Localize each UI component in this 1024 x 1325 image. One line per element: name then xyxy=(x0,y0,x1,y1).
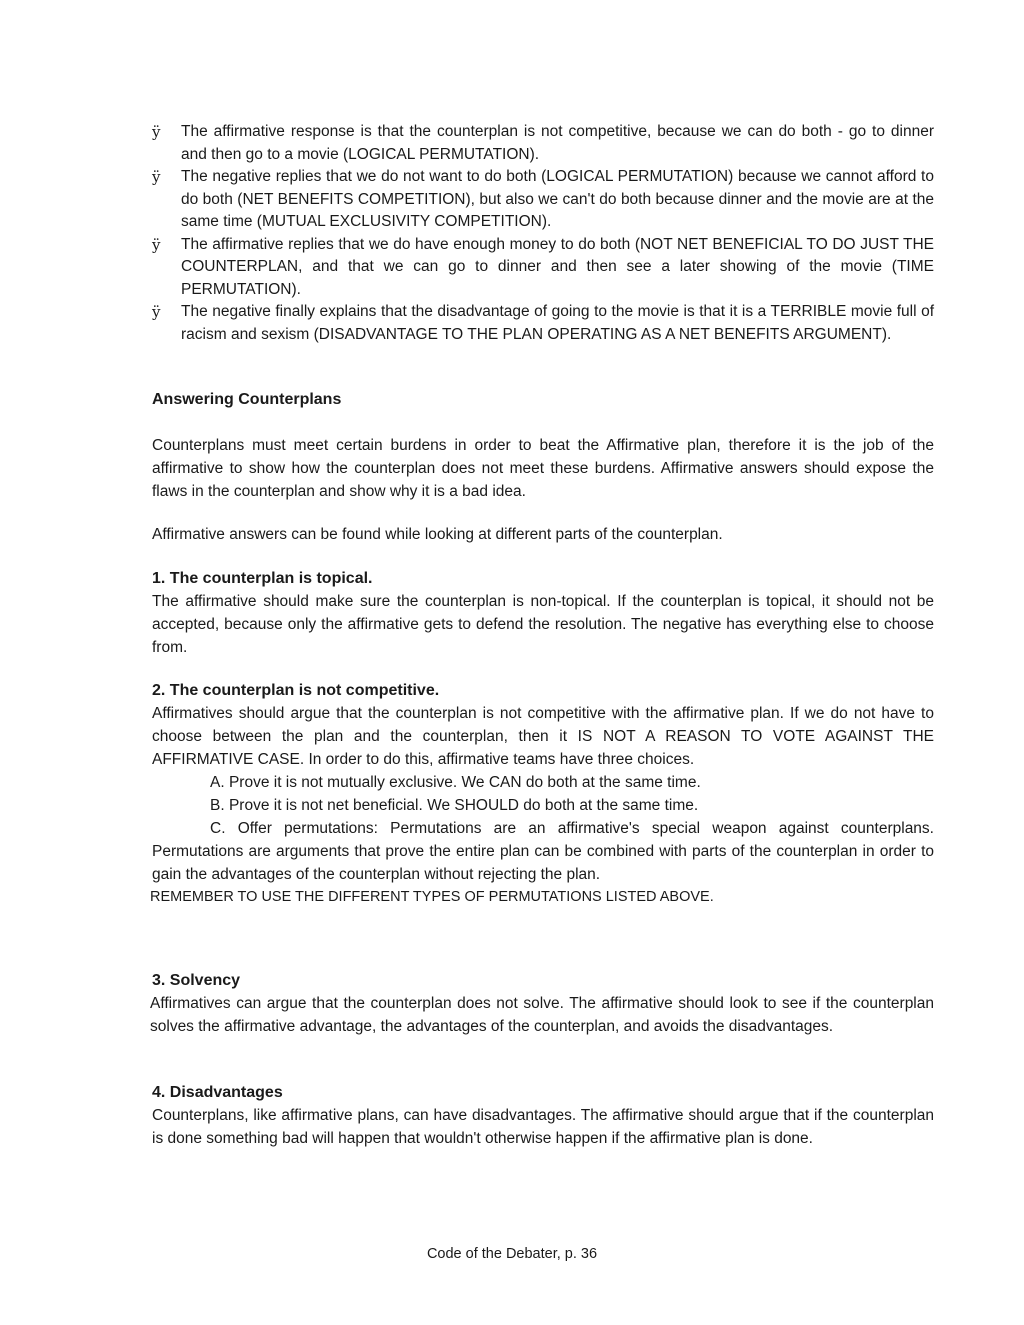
bullet-glyph: ÿ xyxy=(152,168,161,186)
list-item xyxy=(152,166,934,234)
choice-a: A. Prove it is not mutually exclusive. We CAN do both at the same time. xyxy=(210,774,701,791)
competitive-paragraph xyxy=(152,702,934,909)
example-bullet-list xyxy=(152,121,934,346)
topical-paragraph: The affirmative should make sure the counterplan is non-topical. If the counterplan is topical, it should not be accepted, because only the affirmative gets to defend the resolution. The negative has everything else to choose from. xyxy=(152,593,934,656)
solvency-paragraph: Affirmatives can argue that the counterplan does not solve. The affirmative should look to see if the counterplan solves the affirmative advantage, the advantages of the counterplan, and avoids the disadvantages. xyxy=(150,995,934,1035)
choice-b: B. Prove it is not net beneficial. We SHOULD do both at the same time. xyxy=(210,797,699,814)
bullet-text: The negative replies that we do not want to do both (LOGICAL PERMUTATION) because we cannot afford to do both (NET BENEFITS COMPETITION), but also we can't do both because dinner and the movie are at the same time (MUTUAL EXCLUSIVITY COMPETITION). xyxy=(181,168,934,230)
intro-paragraph-2: Affirmative answers can be found while looking at different parts of the counterplan. xyxy=(152,526,723,543)
subsection-heading-solvency: 3. Solvency xyxy=(152,972,241,989)
competitive-text: Affirmatives should argue that the counterplan is not competitive with the affirmative plan. If we do not have to choose between the plan and the counterplan, then it IS NOT A REASON TO VOTE AGAINST THE AFFIRMATIVE CASE. In order to do this, affirmative teams have three choices. xyxy=(152,705,934,768)
bullet-text: The affirmative replies that we do have enough money to do both (NOT NET BENEFICIAL TO DO JUST THE COUNTERPLAN, and that we can go to dinner and then see a later showing of the movie (TIME PERMUTATION). xyxy=(181,235,934,298)
list-item xyxy=(152,301,934,346)
remember-note: REMEMBER TO USE THE DIFFERENT TYPES OF PERMUTATIONS LISTED ABOVE. xyxy=(150,889,714,905)
intro-paragraph: Counterplans must meet certain burdens in order to beat the Affirmative plan, therefore it is the job of the affirmative to show how the counterplan does not meet these burdens. Affirmative answers should expose the flaws in the counterplan and show why it is a bad idea. xyxy=(152,437,934,500)
subsection-heading-topical: 1. The counterplan is topical. xyxy=(152,570,373,587)
disadvantages-paragraph: Counterplans, like affirmative plans, can have disadvantages. The affirmative should argue that if the counterplan is done something bad will happen that wouldn't otherwise happen if the affirmative plan is done. xyxy=(152,1107,934,1147)
bullet-text: The affirmative response is that the counterplan is not competitive, because we can do both - go to dinner and then go to a movie (LOGICAL PERMUTATION). xyxy=(181,123,934,163)
section-heading: Answering Counterplans xyxy=(152,391,342,408)
choice-c xyxy=(152,817,934,886)
choice-c-text: C. Offer permutations: Permutations are an affirmative's special weapon against counterplans. Permutations are arguments that prove the entire plan can be combined with parts of the counterplan in order to gain the advantages of the counterplan without rejecting the plan. xyxy=(152,820,934,883)
subsection-heading-competitive: 2. The counterplan is not competitive. xyxy=(152,682,440,699)
subsection-heading-disadvantages: 4. Disadvantages xyxy=(152,1084,283,1101)
bullet-text: The negative finally explains that the disadvantage of going to the movie is that it is a TERRIBLE movie full of racism and sexism (DISADVANTAGE TO THE PLAN OPERATING AS A NET BENEFITS ARGUMENT). xyxy=(181,303,934,343)
page-footer: Code of the Debater, p. 36 xyxy=(426,1246,598,1262)
list-item xyxy=(152,121,934,166)
bullet-glyph: ÿ xyxy=(152,123,161,141)
list-item xyxy=(152,234,934,302)
bullet-glyph: ÿ xyxy=(152,303,161,321)
bullet-glyph: ÿ xyxy=(152,235,161,254)
